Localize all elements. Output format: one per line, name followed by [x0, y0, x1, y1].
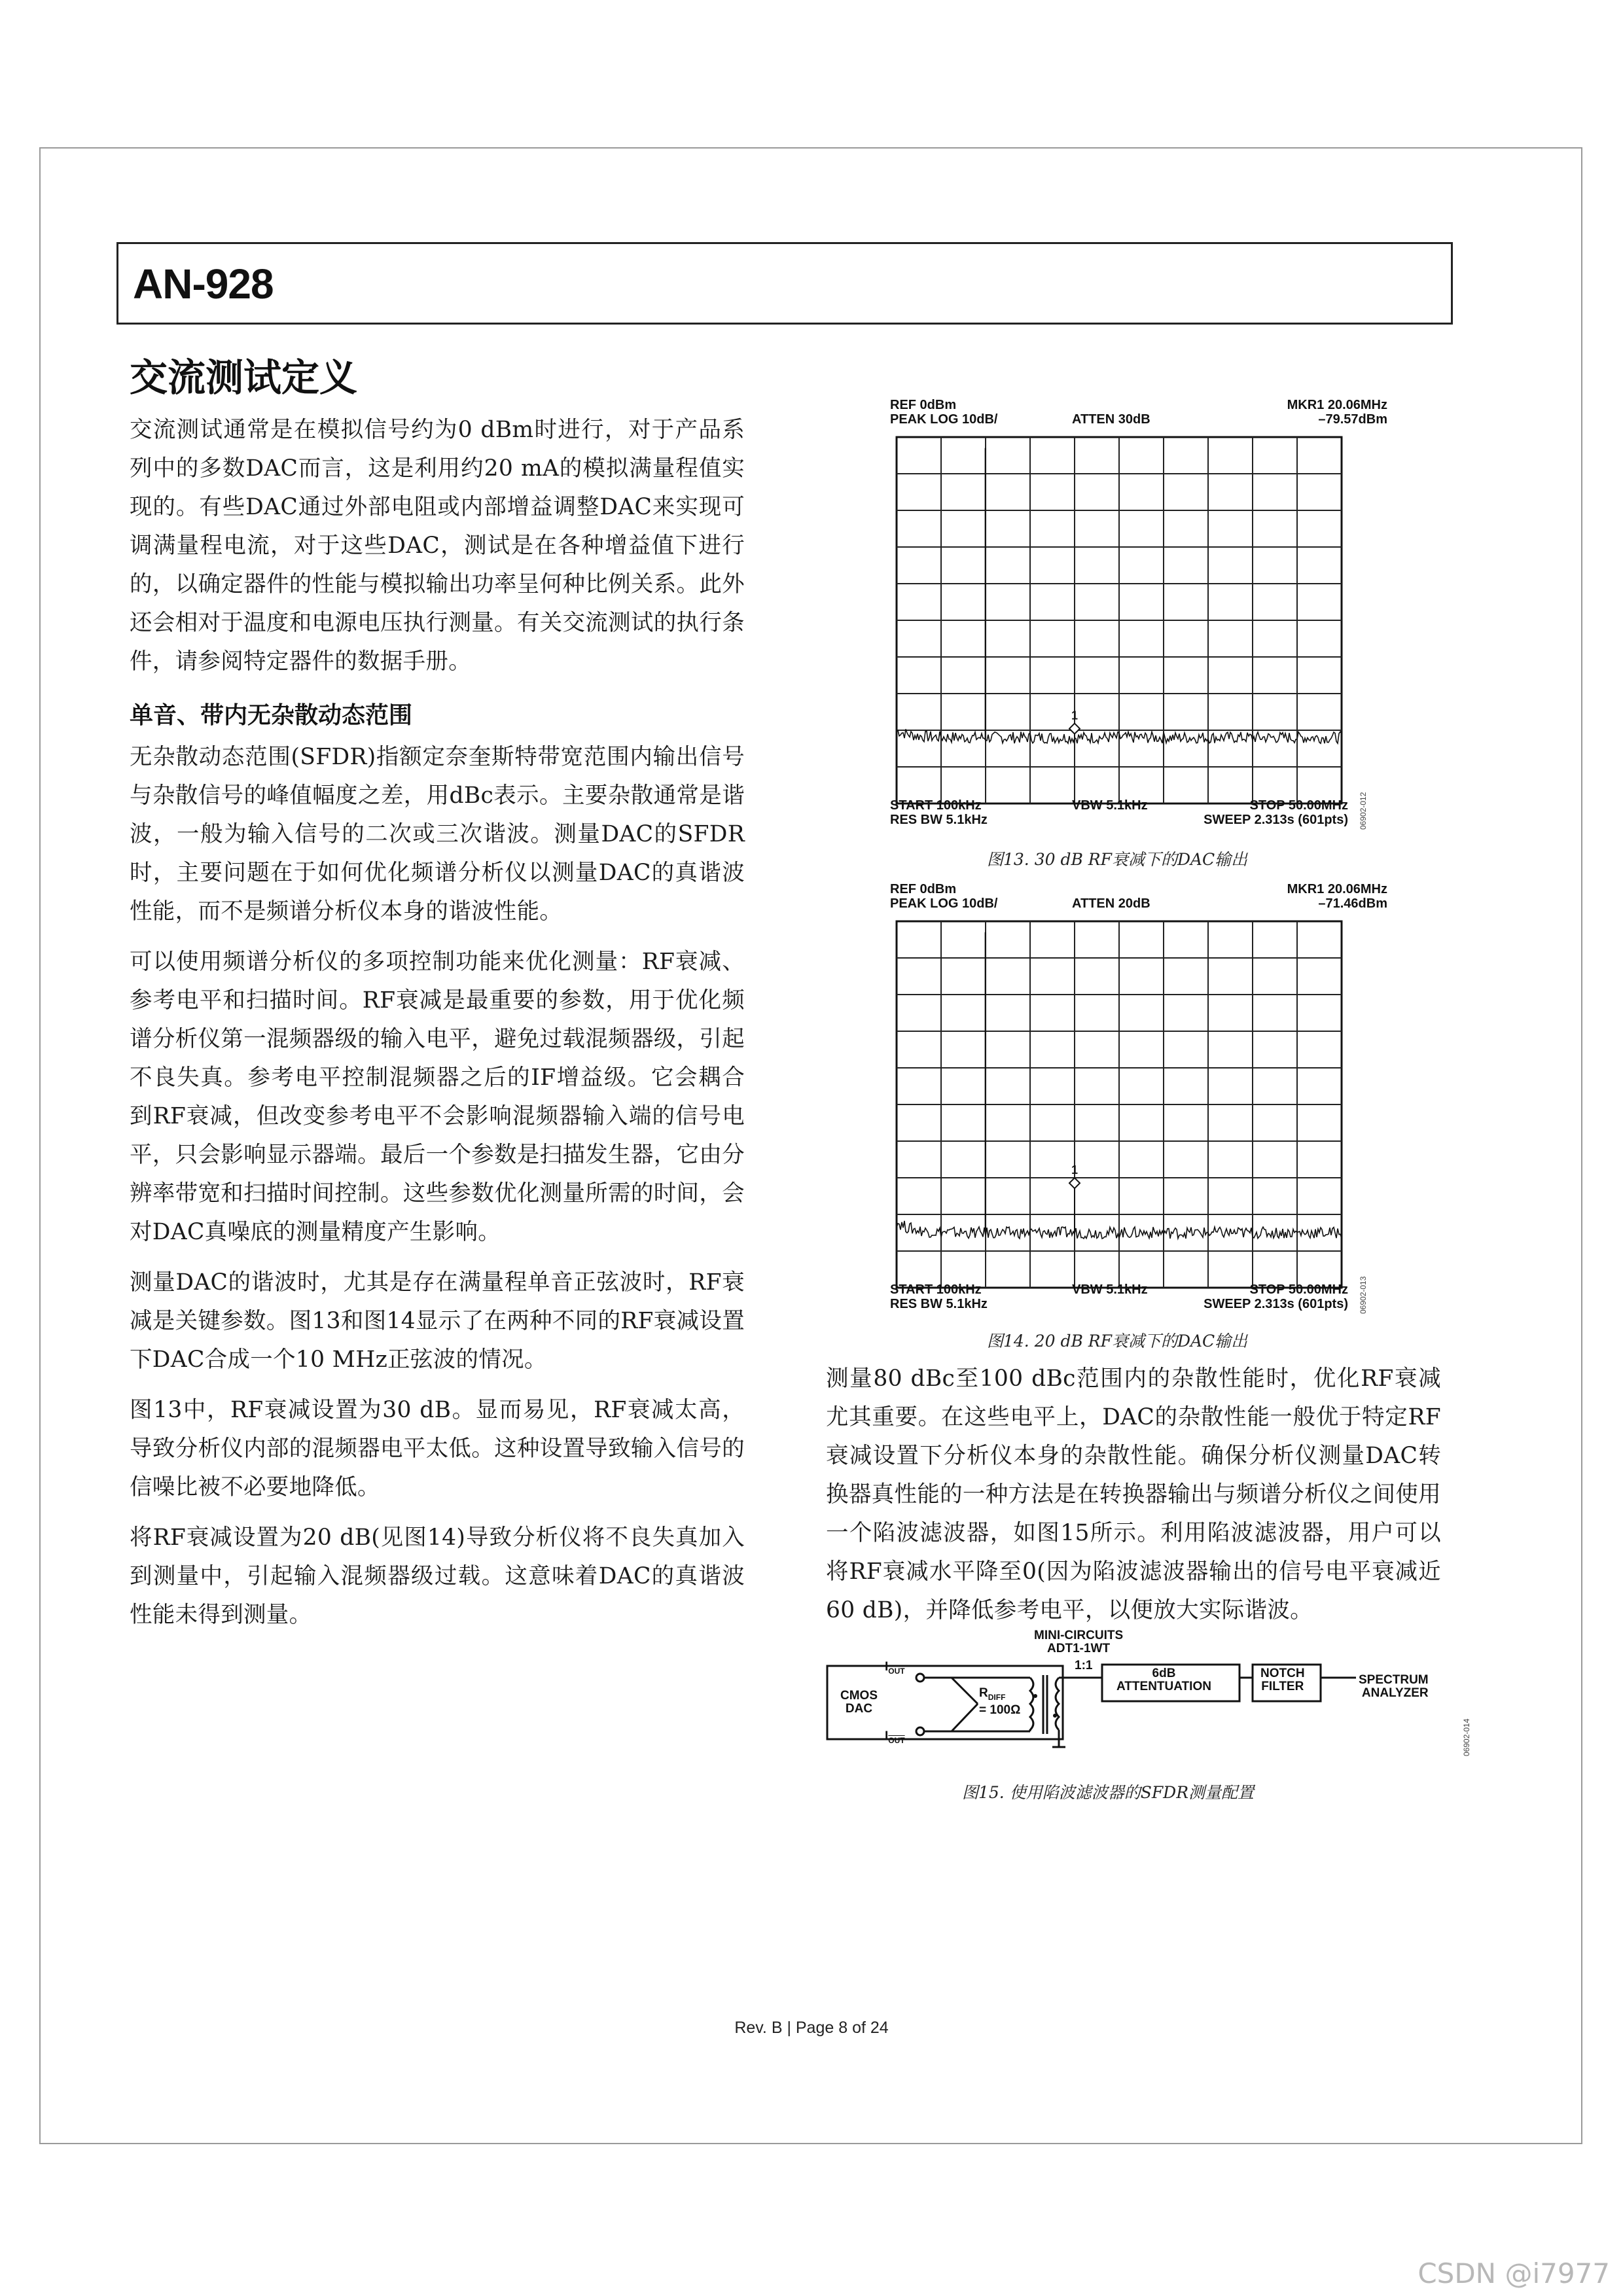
transformer-label: MINI-CIRCUITS ADT1-1WT: [1034, 1629, 1124, 1655]
attenuator-label: 6dB ATTENTUATION: [1116, 1667, 1211, 1693]
chart-marker-value: –79.57dBm: [1318, 412, 1387, 427]
rdiff-label: $R_{DIFF}$: [979, 1686, 1006, 1702]
chart-marker-value: –71.46dBm: [1318, 896, 1387, 911]
chart-start: START 100kHz: [890, 798, 982, 813]
spectrum-analyzer-label: SPECTRUM ANALYZER: [1359, 1673, 1429, 1700]
sfdr-paragraph: 无杂散动态范围(SFDR)指额定奈奎斯特带宽范围内输出信号与杂散信号的峰值幅度之差，用dBc表示。主要杂散通常是谐波，一般为输入信号的二次或三次谐波。测量DAC的SFDR时，主要问题在于如何优化频谱分析仪以测量DAC的真谐波性能，而不是频谱分析仪本身的谐波性能。: [130, 744, 745, 925]
chart-scale: PEAK LOG 10dB/: [890, 896, 998, 911]
controls-paragraph: 可以使用频谱分析仪的多项控制功能来优化测量：RF衰减、参考电平和扫描时间。RF衰减是最重要的参数，用于优化频谱分析仪第一混频器级的输入电平，避免过载混频器级，引起不良失真。参考电平控制混频器之后的IF增益级。它会耦合到RF衰减，但改变参考电平不会影响混频器输入端的信号电平，只会影响显示器端。最后一个参数是扫描发生器，它由分辨率带宽和扫描时间控制。这些参数优化测量所需的时间，会对DAC真噪底的测量精度产生影响。: [130, 949, 745, 1245]
iout-bar-label: $I_{\overline{OUT}}$: [885, 1729, 905, 1745]
marker-diamond: [1069, 724, 1080, 734]
page-footer: Rev. B | Page 8 of 24: [734, 2019, 889, 2037]
figure-tag: 06902-013: [1359, 1276, 1368, 1314]
iout-bar-pin: [916, 1727, 924, 1735]
chart-marker: MKR1 20.06MHz: [1287, 882, 1387, 896]
figure14-caption: 图14. 20 dB RF衰减下的DAC输出: [987, 1332, 1248, 1351]
notch-paragraph: 测量80 dBc至100 dBc范围内的杂散性能时，优化RF衰减尤其重要。在这些电平上，DAC的杂散性能一般优于特定RF衰减设置下分析仪本身的杂散性能。确保分析仪测量DAC转换器真性能的一种方法是在转换器输出与频谱分析仪之间使用一个陷波滤波器，如图15所示。利用陷波滤波器，用户可以将RF衰减水平降至0(因为陷波滤波器输出的信号电平衰减近60 dB)，并降低参考电平，以便放大实际谐波。: [826, 1366, 1441, 1623]
chart-start: START 100kHz: [890, 1282, 982, 1297]
dac-label: CMOS DAC: [840, 1689, 878, 1716]
chart-scale: PEAK LOG 10dB/: [890, 412, 998, 427]
chart-marker: MKR1 20.06MHz: [1287, 398, 1387, 412]
chart-atten: ATTEN 30dB: [1072, 412, 1150, 427]
chart-res-bw: RES BW 5.1kHz: [890, 1297, 988, 1311]
chart-atten: ATTEN 20dB: [1072, 896, 1150, 911]
spectrum-chart-fig13: [890, 398, 1387, 869]
chart-res-bw: RES BW 5.1kHz: [890, 813, 988, 827]
chart-ref-level: REF 0dBm: [890, 882, 957, 896]
ratio-label: 1:1: [1075, 1659, 1093, 1672]
spectrum-chart-fig14: [890, 882, 1387, 1353]
subsection-title: 单音、带内无杂散动态范围: [130, 702, 413, 729]
figure13-caption: 图13. 30 dB RF衰减下的DAC输出: [987, 850, 1248, 869]
chart-vbw: VBW 5.1kHz: [1072, 798, 1148, 813]
iout-pin: [916, 1674, 924, 1682]
section-title: 交流测试定义: [130, 355, 358, 400]
watermark: CSDN @i7977: [1418, 2257, 1610, 2289]
right-column: [826, 1360, 1441, 1642]
marker-label: 1: [1071, 709, 1079, 722]
chart-sweep: SWEEP 2.313s (601pts): [1204, 1297, 1348, 1311]
fig13-paragraph: 图13中，RF衰减设置为30 dB。显而易见，RF衰减太高，导致分析仪内部的混频器电平太低。这种设置导致输入信号的信噪比被不必要地降低。: [130, 1397, 745, 1500]
chart-sweep: SWEEP 2.313s (601pts): [1204, 813, 1348, 827]
figure-tag: 06902-014: [1462, 1718, 1471, 1756]
left-column: [130, 347, 745, 1646]
transformer-secondary: [1056, 1678, 1059, 1730]
header-box: [116, 242, 1453, 325]
transformer-primary: [1030, 1678, 1033, 1731]
notch-filter-label: NOTCH FILTER: [1260, 1667, 1305, 1693]
chart-stop: STOP 50.00MHz: [1249, 1282, 1348, 1297]
harmonics-paragraph: 测量DAC的谐波时，尤其是存在满量程单音正弦波时，RF衰减是关键参数。图13和图14显示了在两种不同的RF衰减设置下DAC合成一个10 MHz正弦波的情况。: [130, 1269, 745, 1373]
spectrum-plot: [890, 916, 1348, 1294]
figure15-diagram: [821, 1629, 1475, 1756]
marker-diamond: [1069, 1178, 1080, 1188]
doc-id: AN-928: [133, 260, 274, 308]
intro-paragraph: 交流测试通常是在模拟信号约为0 dBm时进行，对于产品系列中的多数DAC而言，这是利用约20 mA的模拟满量程值实现的。有些DAC通过外部电阻或内部增益调整DAC来实现可调满量程电流，对于这些DAC，测试是在各种增益值下进行的，以确定器件的性能与模拟输出功率呈何种比例关系。此外还会相对于温度和电源电压执行测量。有关交流测试的执行条件，请参阅特定器件的数据手册。: [130, 417, 745, 675]
chart-ref-level: REF 0dBm: [890, 398, 957, 412]
rdiff-value: = 100Ω: [979, 1703, 1021, 1717]
chart-stop: STOP 50.00MHz: [1249, 798, 1348, 813]
figure-tag: 06902-012: [1359, 792, 1368, 830]
figure15-caption: 图15. 使用陷波滤波器的SFDR测量配置: [962, 1783, 1255, 1802]
marker-label: 1: [1071, 1163, 1079, 1177]
chart-vbw: VBW 5.1kHz: [1072, 1282, 1148, 1297]
fig14-paragraph: 将RF衰减设置为20 dB(见图14)导致分析仪将不良失真加入到测量中，引起输入混频器级过载。这意味着DAC的真谐波性能未得到测量。: [130, 1525, 745, 1628]
spectrum-plot: [890, 432, 1348, 810]
iout-label: $I_{OUT}$: [885, 1660, 905, 1676]
